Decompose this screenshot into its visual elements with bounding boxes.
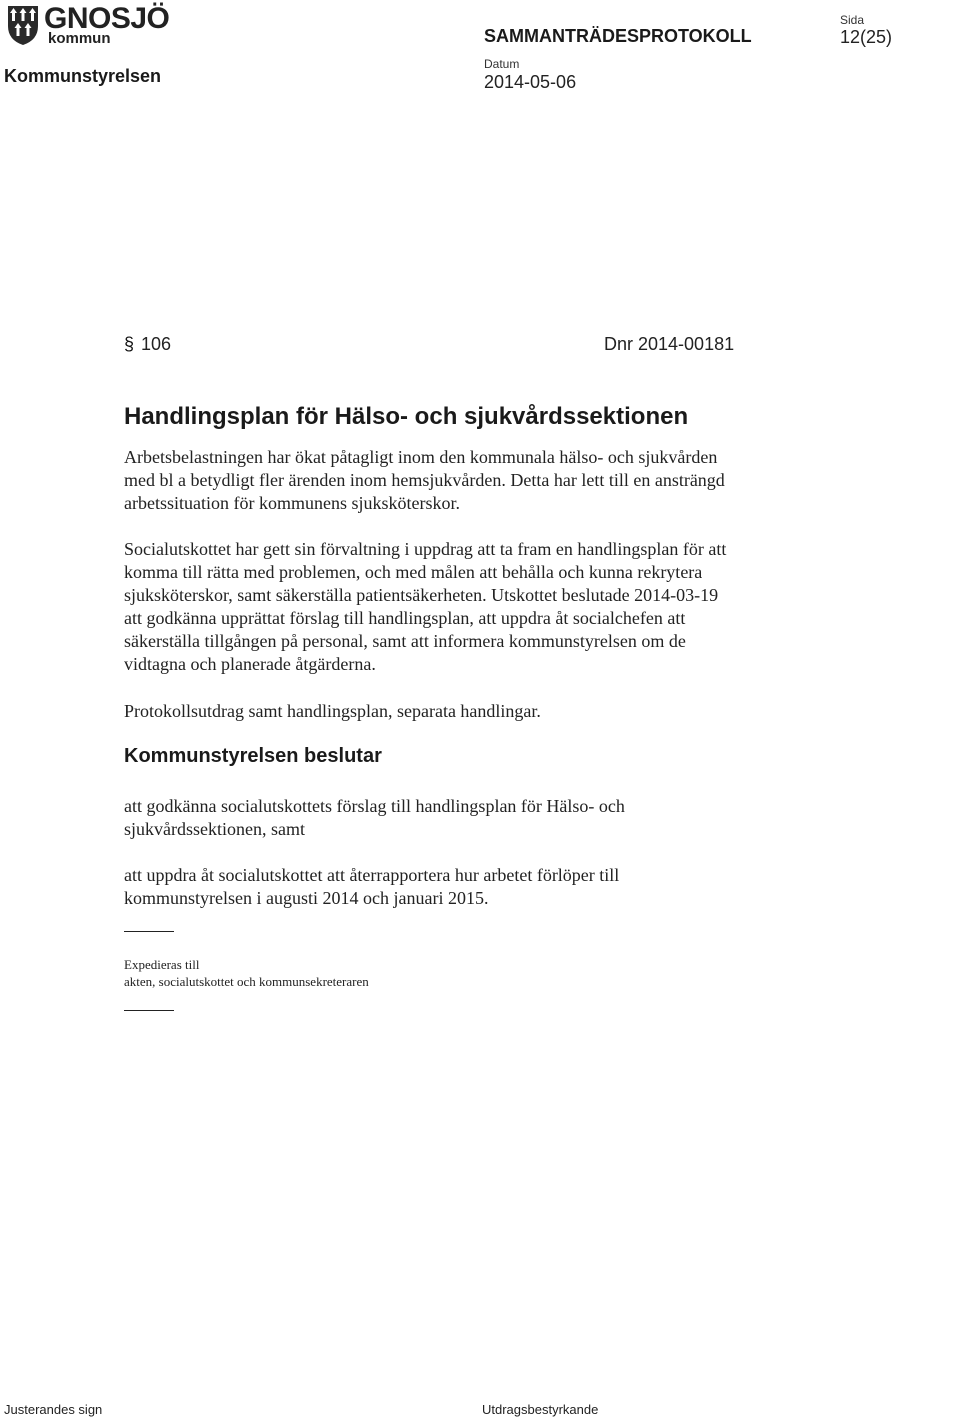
section-sign: § — [124, 334, 135, 354]
decision-item-1 — [124, 795, 824, 841]
date-label: Datum — [484, 57, 520, 71]
text-line: vidtagna och planerade åtgärderna. — [124, 654, 376, 674]
footer-certification-label: Utdragsbestyrkande — [482, 1402, 599, 1417]
organization-name: Kommunstyrelsen — [4, 66, 162, 86]
text-line: att godkänna socialutskottets förslag till handlingsplan för Hälso- och — [124, 796, 625, 816]
text-line: säkerställa tillgången på personal, samt att informera kommunstyrelsen om de — [124, 631, 686, 651]
decision-heading: Kommunstyrelsen beslutar — [124, 745, 382, 767]
text-line: Protokollsutdrag samt handlingsplan, separata handlingar. — [124, 701, 541, 721]
diary-number: Dnr 2014-00181 — [604, 334, 735, 354]
text-line: kommunstyrelsen i augusti 2014 och januari 2015. — [124, 888, 489, 908]
text-line: sjuksköterskor, samt säkerställa patientsäkerheten. Utskottet beslutade 2014-03-19 — [124, 585, 719, 605]
section-title: Handlingsplan för Hälso- och sjukvårdssektionen — [124, 403, 689, 430]
logo-wordmark: GNOSJÖ — [44, 2, 170, 35]
page-label: Sida — [840, 13, 865, 27]
paragraph-background — [124, 446, 824, 515]
text-line: med bl a betydligt fler ärenden inom hemsjukvården. Detta har lett till en ansträngd — [124, 470, 725, 490]
page-number: 12(25) — [840, 27, 893, 47]
section-number: 106 — [141, 334, 172, 354]
divider-rule — [124, 931, 174, 932]
text-line: arbetssituation för kommunens sjuksköterskor. — [124, 493, 460, 513]
text-line: Socialutskottet har gett sin förvaltning i uppdrag att ta fram en handlingsplan för att — [124, 539, 727, 559]
paragraph-attachments — [124, 700, 824, 723]
distribution-recipients: akten, socialutskottet och kommunsekreteraren — [124, 974, 369, 989]
text-line: Arbetsbelastningen har ökat påtagligt inom den kommunala hälso- och sjukvården — [124, 447, 718, 467]
text-line: sjukvårdssektionen, samt — [124, 819, 305, 839]
date-value: 2014-05-06 — [484, 72, 577, 92]
text-line: komma till rätta med problemen, och med målen att behålla och kunna rekrytera — [124, 562, 703, 582]
coat-of-arms-icon — [6, 4, 40, 46]
divider-rule — [124, 1010, 174, 1011]
text-line: att godkänna upprättat förslag till handlingsplan, att uppdra åt socialchefen att — [124, 608, 686, 628]
document-type: SAMMANTRÄDESPROTOKOLL — [484, 26, 752, 46]
logo-subtitle: kommun — [48, 30, 111, 47]
decision-item-2 — [124, 864, 824, 910]
text-line: att uppdra åt socialutskottet att återrapportera hur arbetet förlöper till — [124, 865, 620, 885]
distribution-label: Expedieras till — [124, 957, 200, 972]
paragraph-assignment — [124, 538, 824, 676]
footer-signature-label: Justerandes sign — [4, 1402, 103, 1417]
